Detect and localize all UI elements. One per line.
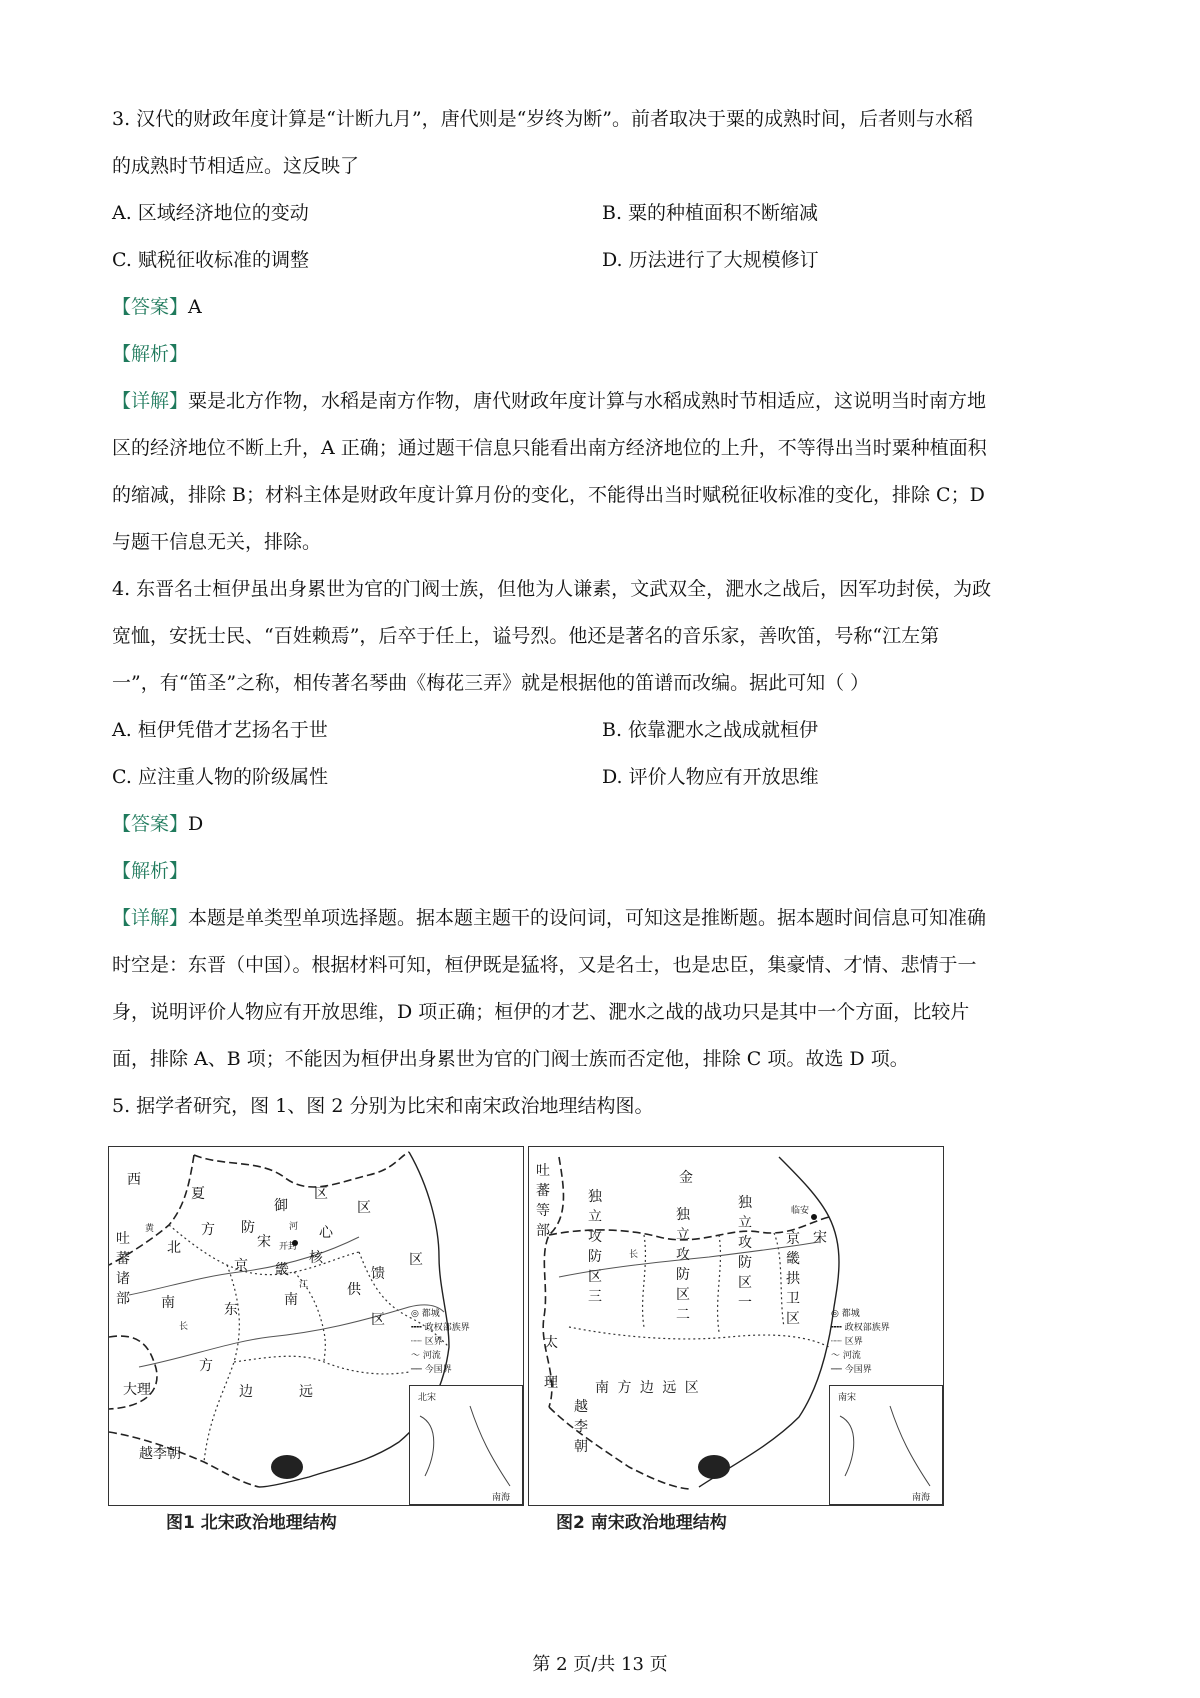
map1-bu: 部: [116, 1291, 130, 1307]
q5-stem-line-1: 5. 据学者研究，图 1、图 2 分别为比宋和南宋政治地理结构图。: [112, 1095, 654, 1117]
question-4: [112, 566, 1097, 1083]
map2-label-jin: 金: [679, 1170, 693, 1186]
question-3: [112, 96, 1097, 566]
map1-label-fang1: 方: [201, 1222, 215, 1238]
q3-answer-tag: 【答案】: [112, 296, 189, 318]
map1-label-kui: 馈: [371, 1266, 385, 1282]
map2-legend-river: ～ 河流: [831, 1351, 861, 1361]
q3-detail-line-2: 区的经济地位不断上升，A 正确；通过题干信息只能看出南方经济地位的上升，不等得出当时粟种植面积: [112, 437, 987, 459]
q3-options-row-2: [112, 237, 1097, 284]
q4-options-row-1: [112, 707, 1097, 754]
map1-legend-river: ～ 河流: [411, 1351, 441, 1361]
map1-label-qu2: 区: [409, 1252, 423, 1268]
map1-hainan: [271, 1455, 303, 1479]
map1-inset-drawing: [410, 1386, 522, 1504]
page-footer: 第 2 页/共 13 页: [532, 1654, 668, 1675]
map1-zhu: 诸: [116, 1271, 130, 1287]
q4-detail-text-1: 本题是单类型单项选择题。据本题主题干的设问词，可知这是推断题。据本题时间信息可知准确: [188, 907, 987, 929]
q3-options-row-1: [112, 190, 1097, 237]
map1-border-north: [194, 1152, 409, 1187]
q4-stem-line-2: 宽恤，安抚士民、“百姓赖焉”，后卒于任上，谥号烈。他还是著名的音乐家，善吹笛，号称“江左第: [112, 625, 940, 647]
map1-label-fang3: 方: [199, 1358, 213, 1374]
map2-label-dali: 太 理: [544, 1335, 558, 1391]
map1-label-dong: 东: [224, 1302, 238, 1318]
map2-legend-nation: ── 今国界: [831, 1365, 872, 1375]
map1-label-xin: 心: [319, 1225, 333, 1241]
q3-analysis-tag: 【解析】: [112, 343, 189, 365]
map2-legend-border: ╍╍ 政权部族界: [831, 1323, 890, 1333]
map1-label-tubo: [115, 1229, 131, 1309]
map1-legend-capital: ◎ 都城: [411, 1309, 440, 1319]
q3-answer: [112, 284, 1097, 331]
map1-label-jiang: 江: [299, 1280, 309, 1290]
map2-capital-dot: [811, 1214, 817, 1220]
map1-label-qu-se: 区: [371, 1312, 385, 1328]
map1-border-south: [109, 1432, 259, 1487]
map1-caption: 图1 北宋政治地理结构: [166, 1513, 337, 1533]
q3-detail-line-3: 的缩减，排除 B；材料主体是财政年度计算月份的变化，不能得出当时赋税征收标准的变化，排除 C；D: [112, 484, 985, 506]
map2-region-three: 独 立 攻 防 区 三: [588, 1189, 602, 1305]
map1-tu: 吐: [116, 1231, 130, 1247]
q3-answer-value: A: [188, 296, 202, 318]
map1-label-yuan: 远: [299, 1384, 313, 1400]
q4-answer-tag: 【答案】: [112, 813, 189, 835]
q3-detail-line-4: 与题干信息无关，排除。: [112, 531, 322, 553]
map1-region-line-3: [234, 1356, 409, 1374]
map1-inset-sea: 南海: [492, 1493, 511, 1503]
map1-label-ji: 畿: [275, 1262, 289, 1278]
q4-detail-tag: 【详解】: [112, 907, 189, 929]
map2-legend-region: ┈┈ 区界: [831, 1337, 863, 1347]
map1-inset-south-sea: [409, 1385, 523, 1505]
q4-stem-line-3: 一”，有“笛圣”之称，相传著名琴曲《梅花三弄》就是根据他的笛谱而改编。据此可知（ ）: [112, 672, 870, 694]
map-northern-song: [108, 1146, 524, 1506]
map1-label-bian: 边: [239, 1384, 253, 1400]
map1-label-yu: 御: [274, 1198, 288, 1214]
map2-fan: 蕃: [536, 1183, 550, 1199]
map1-label-dali: 大理: [123, 1382, 151, 1398]
q3-detail-text-1: 粟是北方作物，水稻是南方作物，唐代财政年度计算与水稻成熟时节相适应，这说明当时南方地: [188, 390, 987, 412]
map2-inset-south-sea: [829, 1385, 943, 1505]
q4-option-b: B. 依靠淝水之战成就桓伊: [602, 719, 819, 741]
q4-options-row-2: [112, 754, 1097, 801]
map2-label-linan: 临安: [791, 1206, 810, 1216]
map2-label-yueli: 越 李 朝: [574, 1399, 588, 1455]
map2-label-song: 宋: [813, 1230, 827, 1246]
map1-label-song: 宋: [257, 1234, 271, 1250]
map2-caption: 图2 南宋政治地理结构: [556, 1513, 727, 1533]
q4-analysis-tag: 【解析】: [112, 860, 189, 882]
q4-option-d: D. 评价人物应有开放思维: [602, 766, 819, 788]
q4-option-a: A. 桓伊凭借才艺扬名于世: [112, 719, 328, 741]
map2-legend: [831, 1307, 890, 1377]
map1-yangtze-river: [139, 1305, 444, 1367]
map1-legend-border: ╍╍ 政权部族界: [411, 1323, 470, 1333]
map1-label-river: 黄: [145, 1224, 155, 1234]
page-content: [112, 96, 1097, 1130]
q3-detail-line-1: [112, 378, 1097, 425]
q4-detail-line-2: 时空是：东晋（中国）。根据材料可知，桓伊既是猛将，又是名士，也是忠臣，集豪情、才情、悲情于一: [112, 954, 977, 976]
map2-inset-coast: [840, 1406, 930, 1486]
map2-label-tubo: [535, 1161, 551, 1241]
map1-label-xi: 西: [127, 1172, 141, 1188]
map1-inset-label: 北宋: [418, 1393, 437, 1403]
q3-option-c: C. 赋税征收标准的调整: [112, 249, 309, 271]
map-southern-song: [528, 1146, 944, 1506]
map2-region-one: 独 立 攻 防 区 一: [738, 1195, 752, 1311]
map2-coastline: [699, 1157, 839, 1487]
map2-region-capital: 京 畿 拱 卫 区: [786, 1231, 800, 1327]
map1-legend-nation: ── 今国界: [411, 1365, 452, 1375]
q4-detail-line-4: 面，排除 A、B 项；不能因为桓伊出身累世为官的门阀士族而否定他，排除 C 项。故选 D 项。: [112, 1048, 909, 1070]
map1-label-gong: 供: [347, 1282, 361, 1298]
q3-detail-tag: 【详解】: [112, 390, 189, 412]
q4-answer: [112, 801, 1097, 848]
map2-region-two: 独 立 攻 防 区 二: [676, 1207, 690, 1323]
map2-inset-label: 南宋: [838, 1393, 857, 1403]
map2-border-south: [549, 1407, 689, 1489]
map1-label-he2: 核: [309, 1250, 323, 1266]
maps-figure: [108, 1146, 948, 1541]
map1-label-xia: 夏: [191, 1186, 205, 1202]
map2-inset-drawing: [830, 1386, 942, 1504]
q3-stem-line-2: 的成熟时节相适应。这反映了: [112, 155, 360, 177]
q4-answer-value: D: [188, 813, 204, 835]
map1-label-he: 河: [289, 1222, 299, 1232]
q3-option-a: A. 区域经济地位的变动: [112, 202, 309, 224]
map1-label-nan1: 南: [161, 1295, 175, 1311]
q4-stem-line-1: 4. 东晋名士桓伊虽出身累世为官的门阀士族，但他为人谦素，文武双全，淝水之战后，因军功封侯，为政: [112, 578, 992, 600]
map1-label-qu1: 区: [314, 1186, 328, 1202]
map2-region-line-4: [569, 1327, 829, 1347]
q3-option-b: B. 粟的种植面积不断缩减: [602, 202, 819, 224]
q3-option-d: D. 历法进行了大规模修订: [602, 249, 819, 271]
map2-deng: 等: [536, 1203, 550, 1219]
map2-bu: 部: [536, 1223, 550, 1239]
map1-label-kaifeng: 开封: [279, 1242, 298, 1252]
q4-detail-line-3: 身，说明评价人物应有开放思维，D 项正确；桓伊的才艺、淝水之战的战功只是其中一个方面，比较片: [112, 1001, 970, 1023]
map2-label-south: 南 方 边 远 区: [595, 1380, 701, 1396]
map2-inset-sea: 南海: [912, 1493, 931, 1503]
map1-label-fang2: 防: [241, 1220, 255, 1236]
map2-hainan: [698, 1455, 730, 1479]
q3-stem-line-1: 3. 汉代的财政年度计算是“计断九月”，唐代则是“岁终为断”。前者取决于粟的成熟时间，后者则与水稻: [112, 108, 974, 130]
question-5: [112, 1083, 1097, 1130]
q4-option-c: C. 应注重人物的阶级属性: [112, 766, 328, 788]
map1-label-jing: 京: [234, 1258, 248, 1274]
map1-label-nan2: 南: [284, 1292, 298, 1308]
map1-legend: [411, 1307, 470, 1377]
q4-detail-line-1: [112, 895, 1097, 942]
map2-label-chang: 长: [629, 1250, 639, 1260]
map1-label-chang: 长: [179, 1322, 189, 1332]
map1-label-yueli: 越李朝: [139, 1446, 181, 1462]
map2-legend-capital: ◎ 都城: [831, 1309, 860, 1319]
map2-region-line-2: [718, 1235, 721, 1332]
map2-region-line-1: [643, 1235, 646, 1327]
map1-legend-region: ┈┈ 区界: [411, 1337, 443, 1347]
map1-fan: 蕃: [116, 1251, 130, 1267]
map1-label-qu-ne: 区: [357, 1200, 371, 1216]
map1-label-bei: 北: [167, 1240, 181, 1256]
map1-inset-coast: [420, 1406, 510, 1486]
map2-tu: 吐: [536, 1163, 550, 1179]
